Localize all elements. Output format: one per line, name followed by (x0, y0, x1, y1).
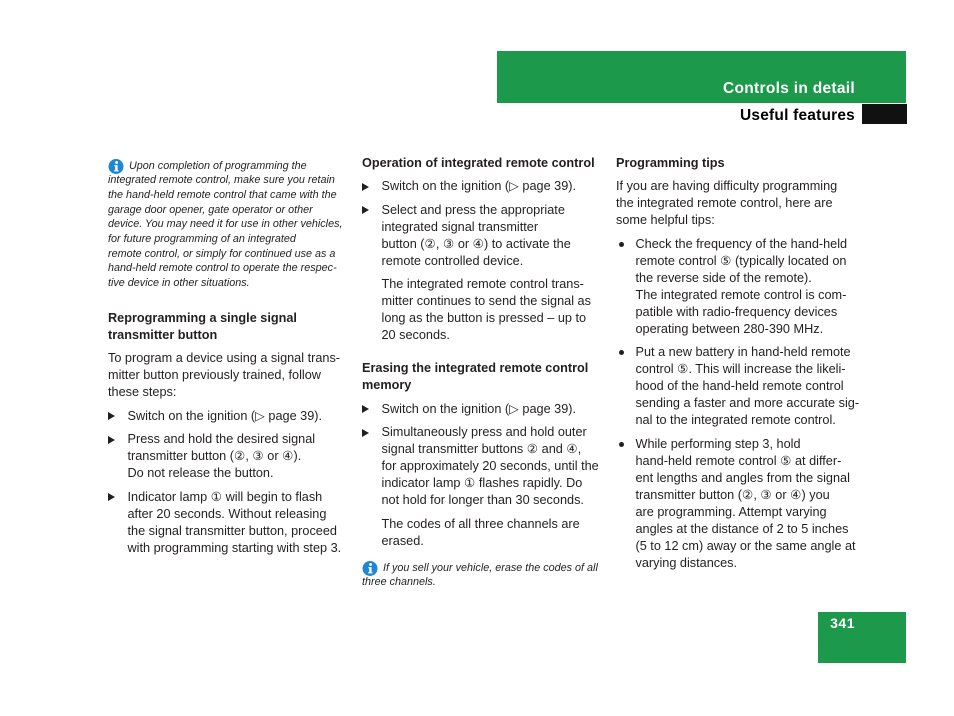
text-line: Switch on the ignition (▷ page 39). (127, 408, 323, 423)
column-1 (108, 159, 350, 557)
text-line: Press and hold the desired signal (127, 432, 316, 447)
text-line: erased. (381, 533, 424, 548)
dot-bullet-icon (619, 242, 624, 247)
text-line: mitter button previously trained, follow (108, 368, 321, 383)
text-line: indicator lamp ① flashes rapidly. Do (381, 476, 583, 490)
step-item (362, 202, 604, 270)
tip-item (616, 436, 860, 572)
text-line: The integrated remote control trans- (381, 277, 584, 291)
text-line: Check the frequency of the hand-held (635, 236, 848, 251)
section-title: Controls in detail (723, 80, 855, 97)
column-3 (616, 155, 860, 572)
page-number: 341 (830, 615, 855, 631)
text-line: signal transmitter buttons ② and ④, (381, 442, 582, 456)
text-line: ent lengths and angles from the signal (635, 470, 850, 485)
step-item (108, 431, 350, 482)
text-line: hood of the hand-held remote control (635, 379, 844, 393)
text-line: the integrated remote control, here are (616, 196, 833, 210)
text-line: these steps: (108, 385, 177, 400)
step-item (362, 424, 604, 509)
text-line: The integrated remote control is com- (635, 287, 847, 302)
text-line: Do not release the button. (127, 466, 274, 481)
step-item (108, 489, 350, 557)
text-line: (5 to 12 cm) away or the same angle at (635, 538, 856, 553)
text-line: transmitter button (②, ③ or ④). (127, 449, 302, 464)
text-line: operating between 280-390 MHz. (635, 321, 824, 336)
arrow-bullet-icon (362, 429, 369, 437)
info-note-line: for future programming of an integrated (108, 233, 296, 246)
column-2 (362, 155, 604, 590)
text-line: hand-held remote control ⑤ at differ- (635, 453, 842, 468)
text-line: angles at the distance of 2 to 5 inches (635, 521, 849, 536)
info-note-line: integrated remote control, make sure you retain (108, 174, 335, 187)
arrow-bullet-icon (108, 436, 115, 444)
info-icon (362, 561, 378, 576)
arrow-bullet-icon (108, 412, 115, 420)
heading-line: memory (362, 378, 412, 392)
section-tab-marker (862, 104, 907, 124)
dot-bullet-icon (619, 442, 624, 447)
text-line: not hold for longer than 30 seconds. (381, 493, 584, 507)
tip-item (616, 344, 860, 429)
info-note-line: device. You may need it for use in other vehicles, (108, 218, 343, 231)
dot-bullet-icon (619, 350, 624, 355)
heading-line: transmitter button (108, 327, 218, 342)
info-note-text: Upon completion of programming the (129, 159, 307, 172)
step-item (108, 408, 350, 425)
section-heading (616, 155, 860, 172)
info-note (108, 159, 350, 291)
info-note-line (362, 561, 604, 576)
info-note-text: If you sell your vehicle, erase the codes of all (383, 561, 598, 574)
text-line: Switch on the ignition (▷ page 39). (381, 401, 577, 416)
text-line: integrated signal transmitter (381, 219, 539, 234)
tip-item (616, 236, 860, 338)
text-line: are programming. Attempt varying (635, 504, 827, 519)
text-line: To program a device using a signal trans- (108, 351, 341, 366)
heading-line: Programming tips (616, 155, 725, 170)
text-line: transmitter button (②, ③ or ④) you (635, 487, 830, 502)
text-line: some helpful tips: (616, 213, 715, 227)
info-icon (108, 159, 124, 174)
text-line: patible with radio-frequency devices (635, 304, 838, 319)
text-line: long as the button is pressed – up to (381, 311, 587, 325)
step-item (362, 178, 604, 195)
arrow-bullet-icon (362, 183, 369, 191)
info-note (362, 561, 604, 590)
info-note-line: garage door opener, gate operator or other (108, 203, 313, 216)
result-paragraph (362, 516, 604, 550)
result-paragraph (362, 276, 604, 344)
section-heading (108, 310, 350, 344)
info-note-line: three channels. (362, 576, 436, 589)
intro-paragraph (616, 178, 860, 229)
text-line: Put a new battery in hand-held remote (635, 345, 851, 359)
info-note-line: tive device in other situations. (108, 277, 250, 290)
text-line: If you are having difficulty programming (616, 179, 838, 193)
text-line: with programming starting with step 3. (127, 540, 342, 555)
text-line: remote controlled device. (381, 253, 524, 268)
arrow-bullet-icon (108, 493, 115, 501)
info-note-line: remote control, or simply for continued use as a (108, 247, 336, 260)
info-note-line: the hand-held remote control that came with the (108, 188, 337, 201)
text-line: mitter continues to send the signal as (381, 294, 591, 308)
text-line: for approximately 20 seconds, until the (381, 459, 599, 473)
text-line: Simultaneously press and hold outer (381, 425, 587, 439)
text-line: button (②, ③ or ④) to activate the (381, 236, 571, 251)
text-line: The codes of all three channels are (381, 516, 580, 531)
heading-line: Operation of integrated remote control (362, 155, 595, 170)
text-line: Indicator lamp ① will begin to flash (127, 489, 323, 504)
text-line: the signal transmitter button, proceed (127, 523, 337, 538)
text-line: remote control ⑤ (typically located on (635, 253, 847, 268)
info-note-line (108, 159, 350, 174)
text-line: nal to the integrated remote control. (635, 413, 836, 427)
section-heading (362, 360, 604, 394)
text-line: Switch on the ignition (▷ page 39). (381, 179, 577, 193)
text-line: after 20 seconds. Without releasing (127, 506, 327, 521)
text-line: While performing step 3, hold (635, 436, 801, 451)
section-heading (362, 155, 604, 172)
heading-line: Reprogramming a single signal (108, 310, 297, 325)
heading-line: Erasing the integrated remote control (362, 361, 589, 375)
arrow-bullet-icon (362, 206, 369, 214)
text-line: Select and press the appropriate (381, 202, 565, 217)
text-line: control ⑤. This will increase the likeli- (635, 362, 846, 376)
info-note-line: hand-held remote control to operate the respec- (108, 262, 337, 275)
intro-paragraph (108, 350, 350, 401)
arrow-bullet-icon (362, 405, 369, 413)
subsection-title: Useful features (740, 107, 855, 124)
step-item (362, 401, 604, 418)
text-line: varying distances. (635, 555, 738, 570)
text-line: the reverse side of the remote). (635, 270, 812, 285)
text-line: 20 seconds. (381, 328, 450, 342)
text-line: sending a faster and more accurate sig- (635, 396, 860, 410)
